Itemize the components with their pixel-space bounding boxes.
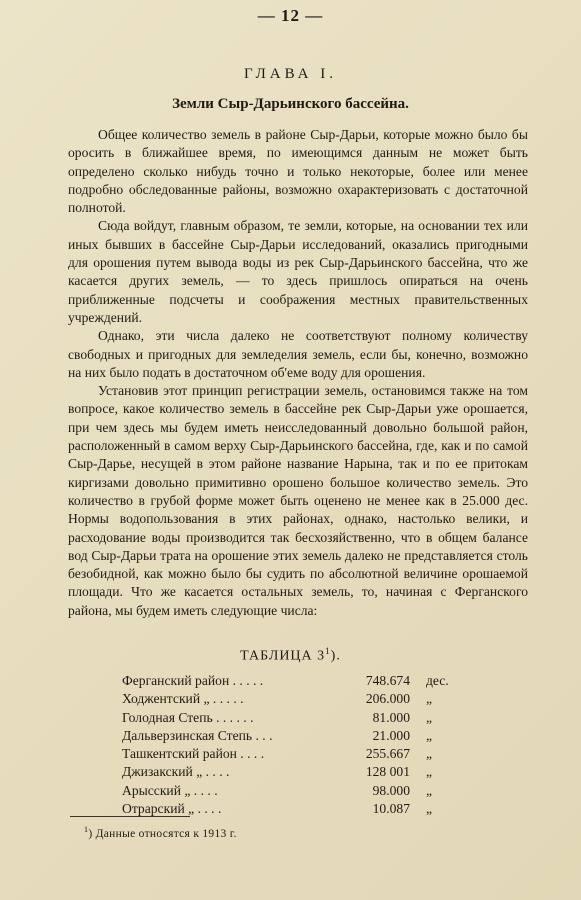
table-row: [122, 782, 452, 800]
region-value: 748.674: [365, 673, 410, 688]
land-area-table: [122, 672, 452, 818]
footnote-mark: 1: [84, 825, 89, 834]
region-unit: „: [426, 801, 433, 817]
region-value: 81.000: [372, 709, 410, 725]
footnote: [84, 825, 237, 840]
table-title-text: ТАБЛИЦА 3: [240, 648, 326, 664]
footnote-divider: [70, 816, 190, 817]
region-unit: „: [426, 782, 433, 798]
region-value: 128 001: [365, 764, 410, 780]
body-text: [68, 126, 528, 620]
region-name: Ферганский район . . . . .: [122, 673, 264, 688]
region-name: Дальверзинская Степь . . .: [122, 727, 273, 743]
table-row: [122, 672, 452, 690]
region-name: Джизакский „ . . . .: [122, 764, 230, 780]
table-title: [0, 646, 581, 665]
footnote-text: ) Данные относятся к 1913 г.: [88, 827, 237, 840]
region-unit: дес.: [426, 673, 449, 688]
region-unit: „: [426, 764, 433, 780]
region-value: 206.000: [365, 691, 410, 707]
region-unit: „: [426, 727, 433, 743]
table-row: [122, 763, 452, 781]
region-unit: „: [426, 691, 433, 707]
region-name: Ташкентский район . . . .: [122, 746, 265, 762]
region-name: Ходжентский „ . . . . .: [122, 691, 244, 707]
table-title-suffix: ).: [330, 648, 341, 664]
page-number: — 12 —: [257, 6, 324, 25]
region-name: Арысский „ . . . .: [122, 782, 218, 798]
table-row: [122, 745, 452, 763]
paragraph-4: Установив этот принцип регистрации земель, остановимся также на том вопросе, какое количество земель в бассейне рек Сыр-Дарьи уже орошается, при чем здесь мы будем иметь неисследованный довольно большой район, расположенный в самом верху Сыр-Дарьинского бассейна, где, как и по самой Сыр-Дарье, несущей в этом районе название Нарына, так и по ее притокам киргизами довольно примитивно орошено большое количество земель. Это количество в грубой форме может быть оценено не менее как в 25.000 дес. Нормы водопользования в этих районах, однако, настолько велики, и расходование воды производится так бесхозяйственно, что в общем балансе вод Сыр-Дарьи трата на орошение этих земель далеко не представляется столь безобидной, как можно было бы судить по абсолютной величине орошаемой площади. Что же касается остальных земель, то, начиная с Ферганского района, мы будем иметь следующие числа:: [68, 383, 528, 618]
region-name: Голодная Степь . . . . . .: [122, 709, 254, 725]
region-unit: „: [426, 709, 433, 725]
chapter-heading: ГЛАВА I.: [244, 66, 337, 82]
paragraph-2: Сюда войдут, главным образом, те земли, которые, на основании тех или иных бывших в бассейне Сыр-Дарьи исследований, оказались пригодными для орошения путем вывода воды из рек Сыр-Дарьинского бассейна, что же касается других земель, — то здесь пришлось опираться на очень приближенные подсчеты и соображения местных правительственных учреждений.: [68, 218, 528, 325]
region-value: 98.000: [372, 782, 410, 798]
region-name: Отрарский „ . . . .: [122, 801, 222, 817]
table-row: [122, 690, 452, 708]
paragraph-1: Общее количество земель в районе Сыр-Дарьи, которые можно было бы оросить в ближайшее время, по имеющимся данным не может быть определено сколько нибудь точно и только некоторые, более или менее подробно обследованные районы, возможно охарактеризовать с достаточной полнотой.: [68, 127, 528, 216]
paragraph-3: Однако, эти числа далеко не соответствуют полному количеству свободных и пригодных для земледелия земель, если бы, конечно, возможно на них было подать в достаточном об'еме воду для орошения.: [68, 328, 528, 380]
table-row: [122, 727, 452, 745]
region-value: 10.087: [372, 801, 410, 817]
region-value: 21.000: [372, 727, 410, 743]
section-title: Земли Сыр-Дарьинского бассейна.: [172, 96, 409, 112]
region-value: 255.667: [365, 746, 410, 762]
table-row: [122, 709, 452, 727]
table-title-note-mark: 1: [325, 646, 331, 656]
region-unit: „: [426, 746, 433, 762]
